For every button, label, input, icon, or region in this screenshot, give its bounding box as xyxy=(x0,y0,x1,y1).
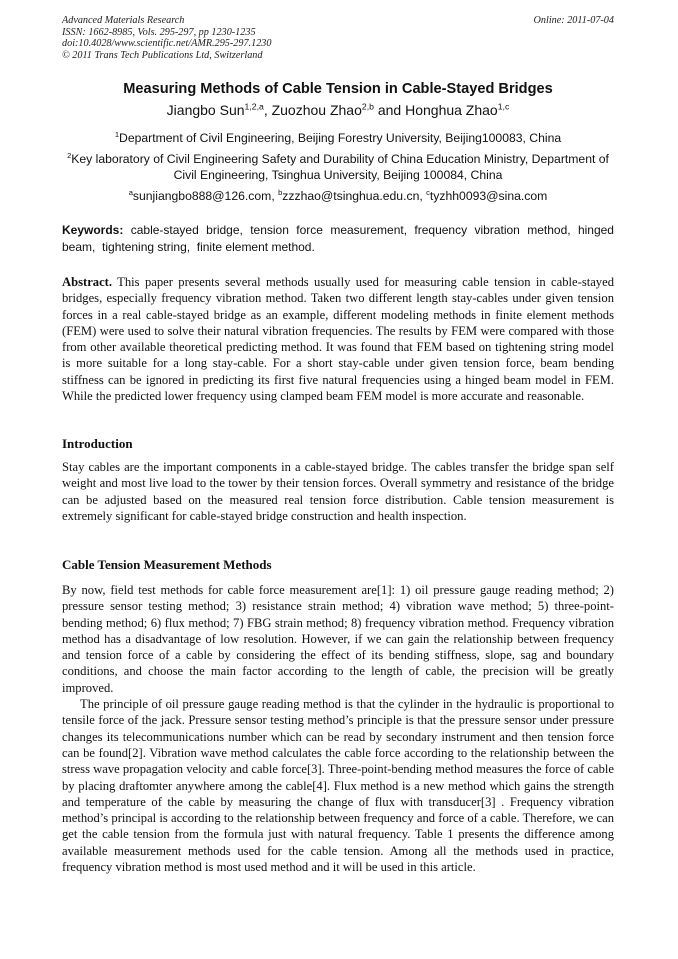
email-address[interactable]: zzzhao@tsinghua.edu.cn xyxy=(282,189,420,203)
methods-paragraph-2: The principle of oil pressure gauge reading method is that the cylinder in the hydraulic is proportional to tensile force of the jack. Pressure sensor testing method’s principle is that the pressure sensor under pressure changes its telecommunications number which can be read by secondary instrument and then tension force can be found[2]. Vibration wave method calculates the cable force according to the relationship between the stress wave propagation velocity and cable force[3]. Three-point-bending method measures the force of cable by placing draftomter anywhere among the cable[4]. Flux method is a new method which gains the strength and temperature of the cable by measuring the change of flux with transducer[3] . Frequency vibration method’s principal is according to the relationship between frequency and force of a cable. Therefore, we can get the cable tension from the formula just with natural frequency. Table 1 presents the difference among available measurement methods used for the cable tension. Among all the methods used in practice, frequency vibration method is most used method and it will be used in this article. xyxy=(62,697,614,875)
affiliation-text: Department of Civil Engineering, Beijing Forestry University, Beijing100083, China xyxy=(119,131,562,145)
author-name: Zuozhou Zhao xyxy=(271,102,362,118)
paper-title: Measuring Methods of Cable Tension in Cable-Stayed Bridges xyxy=(123,81,553,97)
affiliation-text: Key laboratory of Civil Engineering Safety and Durability of China Education Ministry, Department of xyxy=(71,152,609,166)
journal-header xyxy=(62,15,614,61)
affiliation-2 xyxy=(62,151,614,183)
abstract-label: Abstract. xyxy=(62,275,113,289)
issn-line: ISSN: 1662-8985, Vols. 295-297, pp 1230-1235 xyxy=(62,26,256,38)
author-name: Jiangbo Sun xyxy=(166,102,245,118)
keywords-text: cable-stayed bridge, tension force measurement, frequency vibration method, hinged beam, tightening string, finite element method. xyxy=(62,223,618,254)
affiliation-line xyxy=(62,151,614,167)
email-address[interactable]: tyzhh0093@sina.com xyxy=(429,189,548,203)
author-separator: , xyxy=(263,102,272,118)
email-mark: a xyxy=(128,187,133,197)
keywords-label: Keywords: xyxy=(62,223,124,237)
keywords-block xyxy=(62,222,618,255)
affiliation-mark: 2 xyxy=(67,150,72,160)
copyright-line: © 2011 Trans Tech Publications Ltd, Switzerland xyxy=(62,49,263,61)
author-affiliation-mark: 2,b xyxy=(361,101,374,112)
introduction-heading: Introduction xyxy=(62,436,133,451)
author-affiliation-mark: 1,c xyxy=(497,101,510,112)
abstract-block xyxy=(62,274,614,404)
abstract-text: This paper presents several methods usually used for measuring cable tension in cable-stayed bridges, especially frequency vibration method. Taken two different length stay-cables under given tension forces in a real cable-stayed bridge as an example, different modeling methods in finite element methods (FEM) were used to solve their natural vibration frequencies. The results by FEM were compared with those from other available theoretical predicting method. It was found that FEM based on tightening string model is more suitable for a long stay-cable. For a short stay-cable under given tension force, beam bending stiffness can be ignored in predicting its first five natural frequencies using a hinged beam model in FEM. While the predicted lower frequency using clamped beam FEM model is more accurate and reasonable. xyxy=(62,275,614,404)
email-mark: b xyxy=(278,187,283,197)
methods-heading: Cable Tension Measurement Methods xyxy=(62,557,272,572)
introduction-text xyxy=(62,459,614,524)
methods-paragraph-1: By now, field test methods for cable force measurement are[1]: 1) oil pressure gauge reading method; 2) pressure sensor testing method; 3) resistance strain method; 4) vibration wave method; 5) three-point-bending method; 6) flux method; 7) FBG strain method; 8) frequency vibration method. Frequency vibration method has a disadvantage of low resolution. However, if we can gain the relationship between frequency and tension force of a cable by considering the effect of its bending stiffness, slope, sag and boundary conditions, and choose the main factor according to the length of cable, the precision will be greatly improved. xyxy=(62,583,614,695)
author-name: Honghua Zhao xyxy=(405,102,498,118)
affiliation-line: Civil Engineering, Tsinghua University, Beijing 100084, China xyxy=(173,168,503,182)
email-address[interactable]: sunjiangbo888@126.com xyxy=(132,189,272,203)
introduction-paragraph: Stay cables are the important components in a cable-stayed bridge. The cables transfer the bridge span self weight and most live load to the tower by their tension forces. Overall symmetry and resistance of the bridge can be adjusted based on the measured real tension force distribution. Cable tension measurement is extremely significant for cable-stayed bridge construction and health inspection. xyxy=(62,460,614,523)
author-affiliation-mark: 1,2,a xyxy=(244,101,264,112)
email-separator: , xyxy=(419,189,427,203)
affiliation-1 xyxy=(62,130,614,146)
methods-text xyxy=(62,582,614,875)
journal-name: Advanced Materials Research xyxy=(62,15,185,26)
online-date: Online: 2011-07-04 xyxy=(533,15,614,26)
author-separator: and xyxy=(373,102,406,118)
email-separator: , xyxy=(271,189,279,203)
email-mark: c xyxy=(426,187,430,197)
affiliation-mark: 1 xyxy=(114,129,120,139)
doi-line: doi:10.4028/www.scientific.net/AMR.295-297.1230 xyxy=(62,38,272,50)
email-list xyxy=(62,188,614,204)
author-list xyxy=(62,102,614,118)
